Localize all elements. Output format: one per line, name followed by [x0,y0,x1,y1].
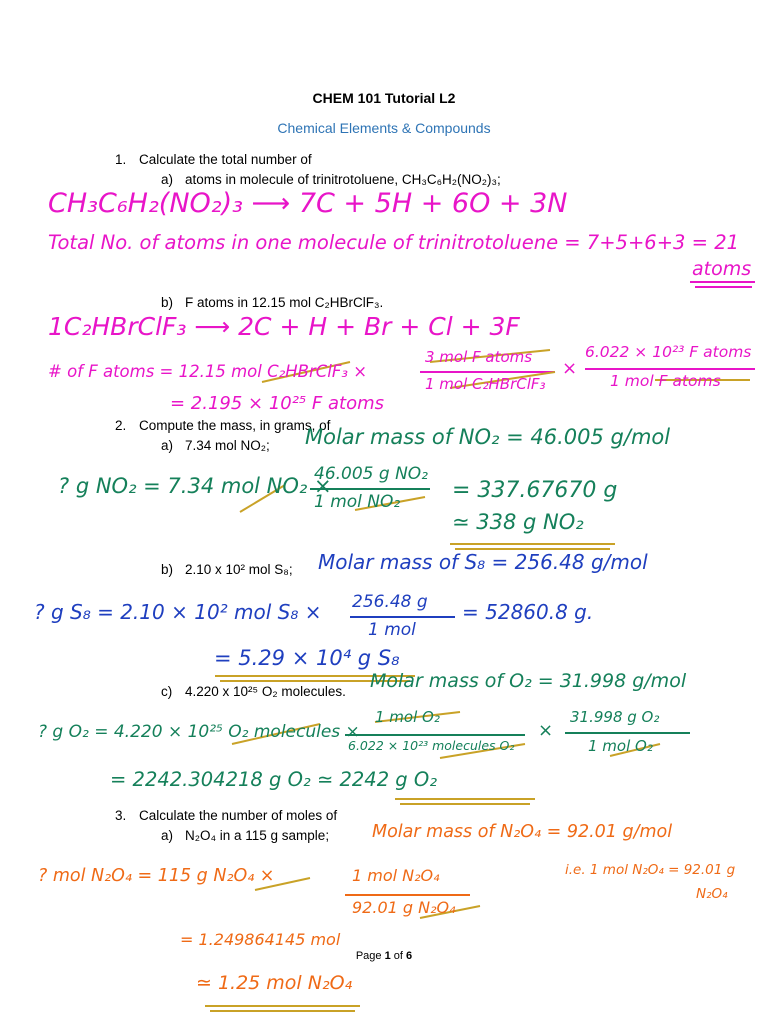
q2a-result: = 337.67670 g [452,478,618,503]
q2a-rounded-result: ≃ 338 g NO₂ [452,510,584,534]
q3a-molar-mass: Molar mass of N₂O₄ = 92.01 g/mol [372,822,673,842]
page-title: CHEM 101 Tutorial L2 [312,90,456,106]
q2b-molar-mass: Molar mass of S₈ = 256.48 g/mol [318,550,648,574]
question-2-text: Compute the mass, in grams, of [139,418,331,433]
question-3-text: Calculate the number of moles of [139,808,338,823]
question-2c-text: 4.220 x 10²⁵ O₂ molecules. [185,684,346,699]
question-1a-text: atoms in molecule of trinitrotoluene, CH₃C₆H₂(NO₂)₃; [185,172,501,187]
q2a-molar-mass: Molar mass of NO₂ = 46.005 g/mol [305,425,671,449]
question-1b-label: b) [161,295,174,310]
q2c-result: = 2242.304218 g O₂ ≃ 2242 g O₂ [110,768,438,791]
q2b-numerator: 256.48 g [352,592,428,612]
q1b-times: × [562,358,578,379]
q2b-scientific-result: = 5.29 × 10⁴ g S₈ [214,646,400,670]
q2c-molar-mass: Molar mass of O₂ = 31.998 g/mol [370,670,687,692]
page-subtitle: Chemical Elements & Compounds [277,120,491,136]
q2b-lhs: ? g S₈ = 2.10 × 10² mol S₈ × [34,600,322,624]
question-1-number: 1. [115,152,127,167]
q1b-fraction2-numerator: 6.022 × 10²³ F atoms [585,343,752,361]
q2a-denominator: 1 mol NO₂ [314,492,401,512]
q2a-numerator: 46.005 g NO₂ [314,464,428,484]
q1b-result: = 2.195 × 10²⁵ F atoms [170,393,385,414]
page-number [0,950,768,962]
question-2c-label: c) [161,684,173,699]
question-1a-label: a) [161,172,174,187]
q3a-numerator: 1 mol N₂O₄ [352,866,440,885]
question-2b-text: 2.10 x 10² mol S₈; [185,562,293,577]
q2c-fraction1-numerator: 1 mol O₂ [375,708,440,726]
q1b-fraction1-numerator: 3 mol F atoms [425,348,533,366]
q2c-times: × [538,720,554,741]
question-3a-text: N₂O₄ in a 115 g sample; [185,828,330,843]
question-1b-text: F atoms in 12.15 mol C₂HBrClF₃. [185,295,384,310]
q2c-lhs: ? g O₂ = 4.220 × 10²⁵ O₂ molecules × [38,722,360,742]
q2c-fraction2-numerator: 31.998 g O₂ [570,708,660,726]
page-current: 1 [384,950,391,962]
question-2-number: 2. [115,418,127,433]
q1b-lhs: # of F atoms = 12.15 mol C₂HBrClF₃ × [48,362,368,381]
question-1-text: Calculate the total number of [139,152,312,167]
q3a-note-formula: N₂O₄ [696,886,728,902]
question-3-number: 3. [115,808,127,823]
page-of: of [393,950,403,962]
q1a-equation: CH₃C₆H₂(NO₂)₃ ⟶ 7C + 5H + 6O + 3N [48,188,568,219]
q3a-note: i.e. 1 mol N₂O₄ = 92.01 g [565,862,736,878]
q2b-denominator: 1 mol [368,620,416,640]
question-3a-label: a) [161,828,174,843]
question-2b-label: b) [161,562,174,577]
question-2a-label: a) [161,438,174,453]
page-total: 6 [406,950,413,962]
q3a-rounded-result: ≃ 1.25 mol N₂O₄ [196,972,353,994]
q2c-fraction1-denominator: 6.022 × 10²³ molecules O₂ [348,738,515,753]
q1b-fraction2-denominator: 1 mol F atoms [610,372,721,390]
q3a-result: = 1.249864145 mol [180,930,341,949]
q1b-equation: 1C₂HBrClF₃ ⟶ 2C + H + Br + Cl + 3F [48,312,520,341]
q3a-denominator: 92.01 g N₂O₄ [352,898,456,917]
page-label: Page [355,950,382,962]
q1b-fraction1-denominator: 1 mol C₂HBrClF₃ [425,375,546,393]
q2c-fraction2-denominator: 1 mol O₂ [588,737,653,755]
q2b-result: = 52860.8 g. [462,600,594,624]
question-2a-text: 7.34 mol NO₂; [185,438,270,453]
q1a-atoms: atoms [692,258,752,280]
q3a-lhs: ? mol N₂O₄ = 115 g N₂O₄ × [38,866,275,886]
q1a-total: Total No. of atoms in one molecule of trinitrotoluene = 7+5+6+3 = 21 [48,231,740,254]
q2a-lhs: ? g NO₂ = 7.34 mol NO₂ × [58,474,332,498]
